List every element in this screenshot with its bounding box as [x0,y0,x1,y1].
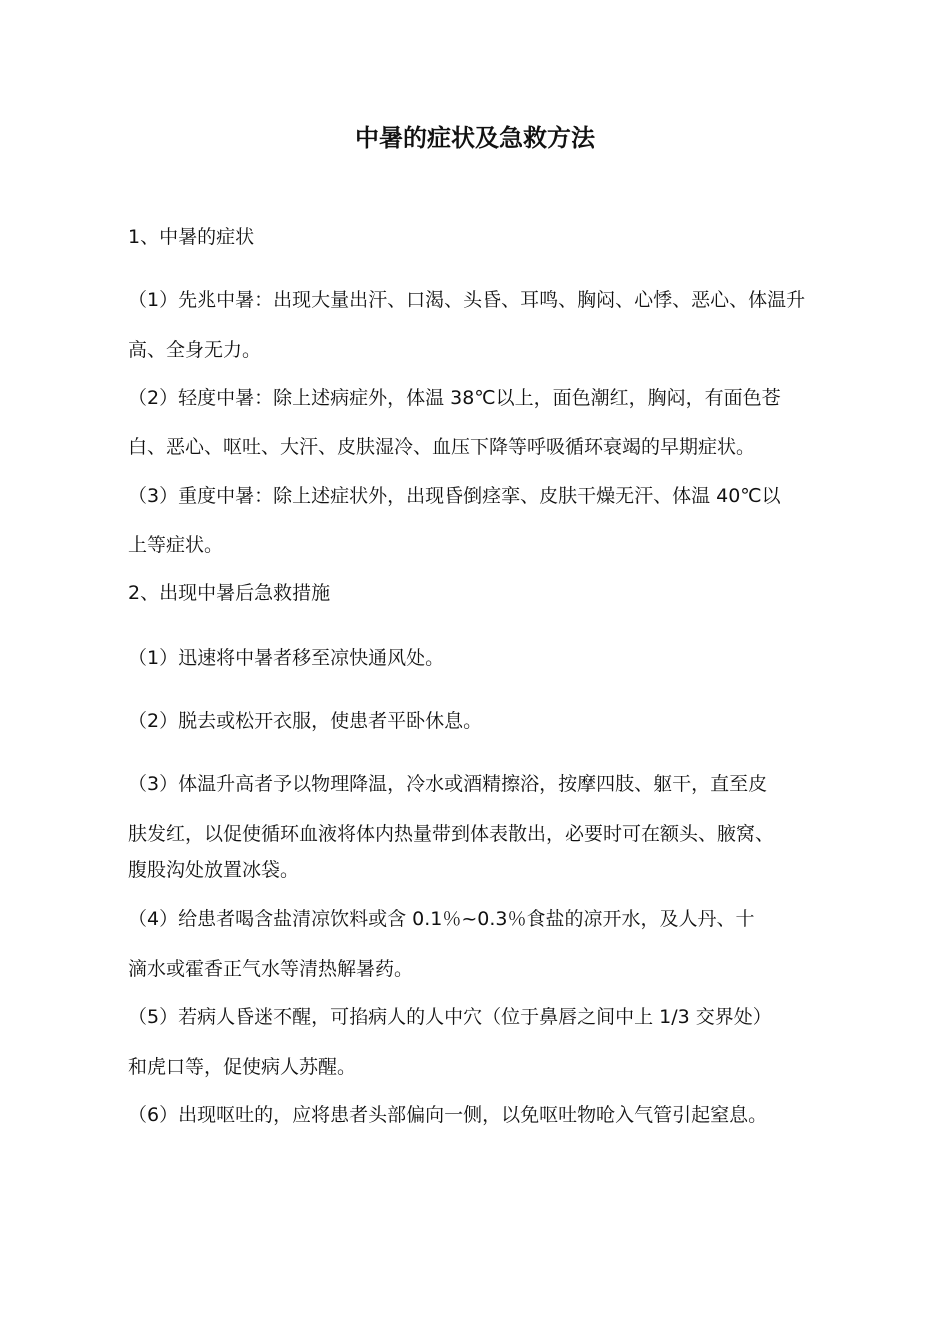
first-aid-6-line-1: （6）出现呕吐的，应将患者头部偏向一侧，以免呕吐物呛入气管引起窒息。 [128,1104,768,1126]
section-heading-symptoms: 1、中暑的症状 [128,226,255,248]
symptom-1-line-2: 高、全身无力。 [128,339,262,361]
symptom-3-line-2: 上等症状。 [128,534,224,556]
symptom-2-line-2: 白、恶心、呕吐、大汗、皮肤湿冷、血压下降等呼吸循环衰竭的早期症状。 [128,436,756,458]
first-aid-4-line-1: （4）给患者喝含盐清凉饮料或含 0.1％~0.3％食盐的凉开水，及人丹、十 [128,908,755,930]
first-aid-3-line-1: （3）体温升高者予以物理降温，冷水或酒精擦浴，按摩四肢、躯干，直至皮 [128,773,768,795]
first-aid-2-line-1: （2）脱去或松开衣服，使患者平卧休息。 [128,710,483,732]
first-aid-4-line-2: 滴水或霍香正气水等清热解暑药。 [128,958,414,980]
symptom-3-line-1: （3）重度中暑：除上述症状外，出现昏倒痉挛、皮肤干燥无汗、体温 40℃以 [128,485,781,507]
first-aid-1-line-1: （1）迅速将中暑者移至凉快通风处。 [128,647,445,669]
symptom-2-line-1: （2）轻度中暑：除上述病症外，体温 38℃以上，面色潮红，胸闷，有面色苍 [128,387,781,409]
first-aid-5-line-1: （5）若病人昏迷不醒，可掐病人的人中穴（位于鼻唇之间中上 1/3 交界处） [128,1006,772,1028]
first-aid-3-line-2: 肤发红，以促使循环血液将体内热量带到体表散出，必要时可在额头、腋窝、 [128,823,775,845]
symptom-1-line-1: （1）先兆中暑：出现大量出汗、口渴、头昏、耳鸣、胸闷、心悸、恶心、体温升 [128,289,806,311]
first-aid-5-line-2: 和虎口等，促使病人苏醒。 [128,1056,357,1078]
section-heading-first-aid: 2、出现中暑后急救措施 [128,582,331,604]
document-title: 中暑的症状及急救方法 [355,124,595,152]
first-aid-3-line-3: 腹股沟处放置冰袋。 [128,859,300,881]
